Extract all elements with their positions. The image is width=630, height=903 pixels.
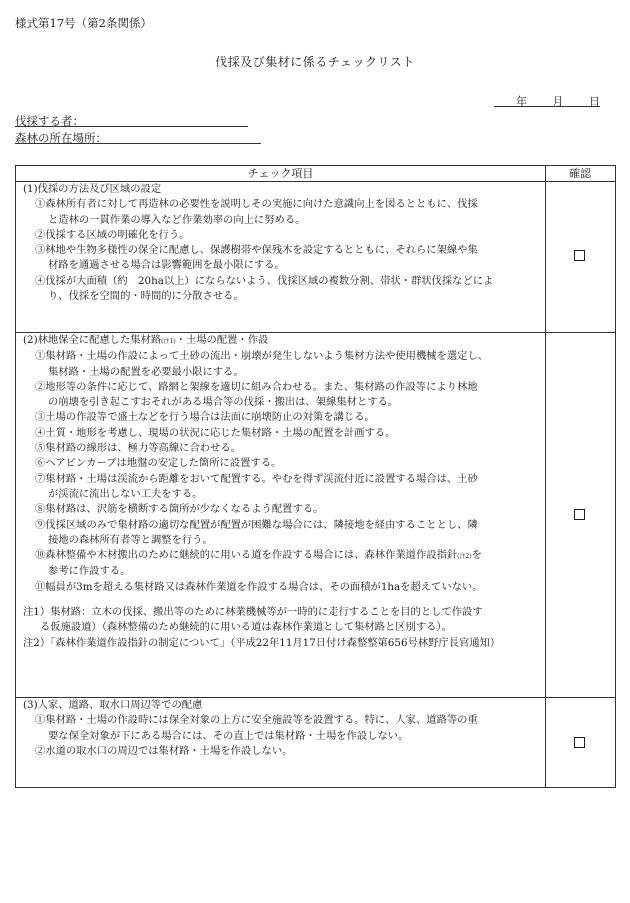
document-title: 伐採及び集材に係るチェックリスト [215,55,415,69]
location-underline [15,143,261,144]
header-confirm: 確認 [569,167,591,180]
form-number: 様式第17号（第2条関係） [15,16,152,30]
check-item-cont: 集材路・土場の配置を必要最小限にする。 [48,365,244,378]
check-item-cont: り、伐採を空間的・時間的に分散させる。 [48,290,244,303]
confirm-checkbox-3[interactable] [574,737,585,748]
check-item: ④土質・地形を考慮し、現場の状況に応じた集材路・土場の配置を計画する。 [35,426,396,439]
confirm-checkbox-2[interactable] [574,509,585,520]
check-item-text: を [471,549,482,562]
check-item-cont: 接地の森林所有者等と調整を行う。 [48,533,213,546]
check-item: ①集材路・土場の作設時には保全対象の上方に安全施設等を設置する。特に、人家、道路等の重 [35,714,478,727]
section-heading: (3)人家、道路、取水口周辺等での配慮 [23,699,203,711]
check-item-text: ⑩森林整備や木材搬出のために継続的に用いる道を作設する場合には、森林作業道作設指針 [35,549,458,562]
footnote: 注1）集材路：立木の伐採、搬出等のために林業機械等が一時的に走行することを目的として作設す [23,606,483,619]
logger-underline [15,126,248,127]
section-3 [23,698,543,759]
check-item [23,548,543,564]
section-heading [23,333,543,349]
check-item-cont: 参考に作設する。 [48,565,131,578]
check-item: ⑦集材路・土場は渓流から距離をおいて配置する。やむを得ず渓流付近に設置する場合は、土砂 [35,472,478,485]
check-item: ①集材路・土場の作設によって土砂の流出・崩壊が発生しないよう集材方法や使用機械を選定し、 [35,350,489,363]
confirm-checkbox-1[interactable] [574,250,585,261]
footnote: 注2）「森林作業道作設指針の制定について」（平成22年11月17日付け森整整第656号林野庁長官通知） [23,636,501,649]
footnote-cont: る仮施設道）（森林整備のため継続的に用いる道は森林作業道として集材路と区別する）。 [40,621,452,634]
checklist-table [15,165,616,788]
check-item-cont: 要な保全対象が下にある場合には、その直上では集材路・土場を作設しない。 [48,729,409,742]
location-label: 森林の所在場所： [15,131,107,145]
check-item-cont: と造林の一貫作業の導入など作業効率の向上に努める。 [48,213,306,226]
check-item: ②伐採する区域の明確化を行う。 [35,228,190,241]
date-day-label: 日 [589,95,600,108]
section-heading-text: (2)林地保全に配慮した集材路 [23,334,162,346]
check-item: ⑧集材路は、沢筋を横断する箇所が少なくなるよう配置する。 [35,503,324,516]
check-item-cont: 材路を通過させる場合は影響範囲を最小限にする。 [48,259,285,272]
check-item: ①森林所有者に対して再造林の必要性を説明しその実施に向けた意識向上を図るとともに、伐採 [35,198,478,211]
check-item: ③土場の作設等で盛土などを行う場合は法面に崩壊防止の対策を講じる。 [35,411,375,424]
check-item-cont: の崩壊を引き起こすおそれがある場合等の伐採・搬出は、架線集材とする。 [48,396,399,409]
check-item: ②水道の取水口の周辺では集材路・土場を作設しない。 [35,744,293,757]
footnote-marker: (注1) [161,338,176,345]
check-item-cont: が渓流に流出しない工夫をする。 [48,487,203,500]
section-heading-text: ・土場の配置・作設 [175,334,269,346]
check-item: ⑤集材路の線形は、極力等高線に合わせる。 [35,442,241,455]
date-month-label: 月 [552,95,564,108]
check-item: ③林地や生物多様性の保全に配慮し、保護樹帯や保残木を設定するとともに、それらに架線や集 [35,244,478,257]
check-item: ⑨伐採区域のみで集材路の適切な配置が配置が困難な場合には、隣接地を経由することとし、隣 [35,518,478,531]
logger-label: 伐採する者： [15,114,84,128]
date-underline [494,106,600,107]
section-1 [23,182,543,304]
header-check-item: チェック項目 [247,167,314,180]
check-item: ④伐採が大面積（約 20ha以上）にならないよう、伐採区域の複数分割、帯状・群状伐採などによ [35,274,494,287]
section-heading: (1)伐採の方法及び区域の設定 [23,183,162,195]
footnote-marker: (注2) [457,553,472,561]
column-divider [545,166,546,787]
section-2 [23,333,543,651]
check-item: ⑪幅員が3mを超える集材路又は森林作業道を作設する場合は、その面積が1haを超えていない。 [35,580,483,593]
check-item: ⑥ヘアピンカーブは地盤の安定した箇所に設置する。 [35,457,282,470]
check-item: ②地形等の条件に応じて、路網と架線を適切に組み合わせる。また、集材路の作設等により林地 [35,380,478,393]
date-year-label: 年 [516,95,527,108]
